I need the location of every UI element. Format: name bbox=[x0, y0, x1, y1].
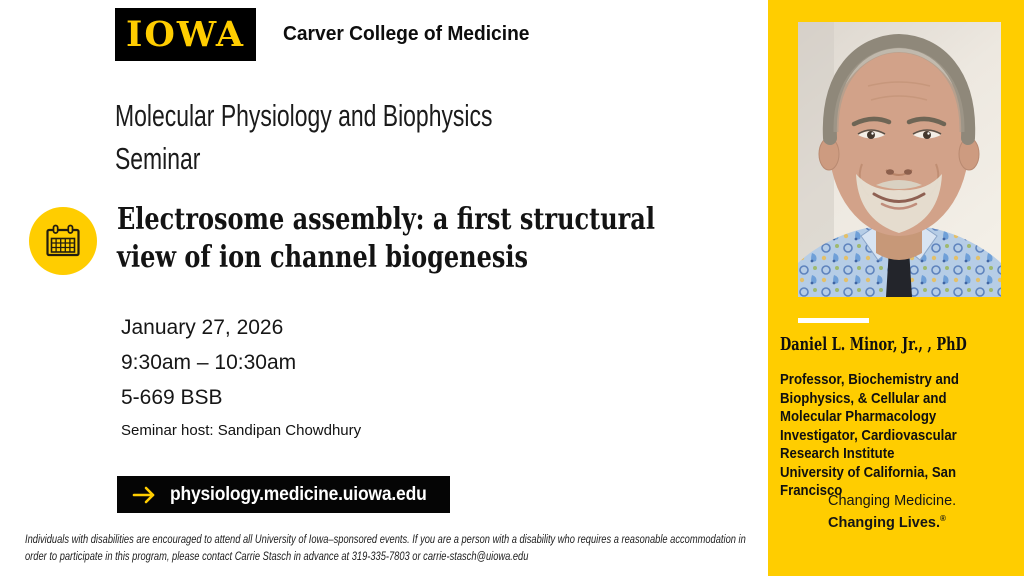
iowa-logo bbox=[115, 8, 256, 61]
accent-rule bbox=[798, 318, 869, 323]
tagline-line2 bbox=[828, 510, 956, 532]
speaker-name: Daniel L. Minor, Jr., , PhD bbox=[780, 334, 967, 355]
arrow-right-icon bbox=[132, 486, 158, 504]
registered-mark: ® bbox=[940, 514, 946, 523]
seminar-host: Seminar host: Sandipan Chowdhury bbox=[121, 422, 362, 439]
speaker-titles bbox=[780, 371, 984, 501]
series-title-line2: Seminar bbox=[115, 141, 201, 176]
talk-title-line2: view of ion channel biogenesis bbox=[117, 240, 529, 275]
speaker-sidebar bbox=[768, 0, 1024, 576]
speaker-title-institution: University of California, San Francisco bbox=[780, 463, 957, 499]
college-name: Carver College of Medicine bbox=[283, 23, 530, 45]
brand-tagline bbox=[828, 493, 956, 532]
tagline-line1: Changing Medicine. bbox=[828, 493, 957, 509]
event-location: 5-669 BSB bbox=[121, 386, 223, 409]
event-time: 9:30am – 10:30am bbox=[121, 351, 297, 374]
seminar-series-title bbox=[115, 94, 625, 180]
calendar-icon bbox=[29, 207, 97, 275]
speaker-portrait-photo bbox=[798, 22, 1001, 297]
speaker-title-appointment: Professor, Biochemistry and Biophysics, & Cellular and Molecular Pharmacology bbox=[780, 371, 959, 425]
event-details bbox=[121, 310, 361, 441]
website-button[interactable] bbox=[117, 476, 450, 513]
talk-title bbox=[117, 201, 789, 277]
speaker-title-investigator: Investigator, Cardiovascular Research Institute bbox=[780, 426, 957, 462]
iowa-logo-text: IOWA bbox=[125, 14, 246, 55]
talk-title-line1: Electrosome assembly: a first structural bbox=[117, 202, 655, 237]
event-date: January 27, 2026 bbox=[121, 316, 284, 339]
accessibility-disclaimer: Individuals with disabilities are encouraged to attend all University of Iowa–sponsored events. If you are a person with a disability who requires a reasonable accommodation in order to participate in this program, please contact Carrie Stasch in advance at 319-335-7803 or carrie-stasch@uiowa.edu bbox=[25, 534, 746, 563]
tagline-line2-text: Changing Lives. bbox=[828, 514, 940, 531]
website-url: physiology.medicine.uiowa.edu bbox=[170, 483, 427, 505]
series-title-line1: Molecular Physiology and Biophysics bbox=[115, 98, 493, 133]
